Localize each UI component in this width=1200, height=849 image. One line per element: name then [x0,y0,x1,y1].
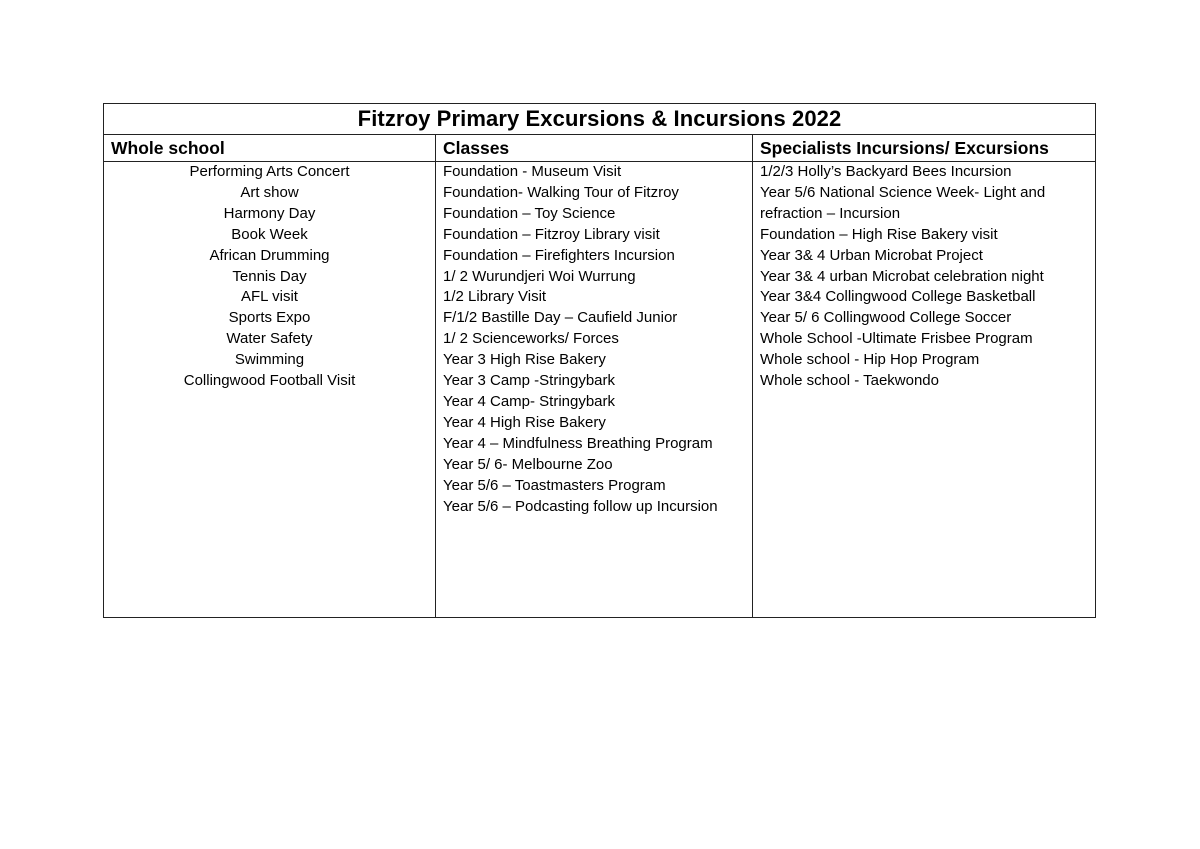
list-item: Art show [240,183,299,201]
list-item: Water Safety [226,330,313,348]
whole-school-list [104,162,435,392]
list-item: Foundation – Fitzroy Library visit [443,225,660,243]
list-item: Foundation – Firefighters Incursion [443,246,675,264]
list-item: Collingwood Football Visit [183,372,356,390]
list-item: AFL visit [241,288,298,306]
list-item: 1/2/3 Holly’s Backyard Bees Incursion [760,163,1012,180]
list-item: Year 5/6 – Toastmasters Program [443,476,666,494]
list-item: Swimming [234,351,305,369]
list-item: Book Week [231,225,308,243]
list-item: Year 3 Camp -Stringybark [443,372,616,390]
list-item: Whole school - Hip Hop Program [760,351,980,369]
list-item: Year 4 Camp- Stringybark [443,392,616,410]
list-item: Year 5/ 6 Collingwood College Soccer [760,309,1012,327]
body-row [104,162,1096,618]
list-item: Performing Arts Concert [189,163,350,180]
document-title: Fitzroy Primary Excursions & Incursions 2022 [104,104,1096,135]
specialists-cell [753,162,1096,618]
specialists-list [753,162,1095,392]
classes-list [436,162,752,517]
list-item: Year 5/6 – Podcasting follow up Incursion [443,497,718,515]
list-item: 1/ 2 Wurundjeri Woi Wurrung [443,267,636,285]
whole-school-cell [104,162,436,618]
list-item: F/1/2 Bastille Day – Caufield Junior [443,309,678,327]
list-item: Whole School -Ultimate Frisbee Program [760,330,1033,348]
list-item: Sports Expo [228,309,311,327]
list-item: Foundation – High Rise Bakery visit [760,225,998,243]
list-item: Year 5/ 6- Melbourne Zoo [443,455,613,473]
list-item: Tennis Day [232,267,307,285]
list-item: Year 3& 4 Urban Microbat Project [760,246,983,264]
list-item: 1/2 Library Visit [443,288,547,306]
header-row [104,135,1096,162]
list-item: Year 3 High Rise Bakery [443,351,606,369]
list-item: Year 5/6 National Science Week- Light and refraction – Incursion [760,183,1046,222]
column-header-whole-school: Whole school [104,135,436,162]
classes-cell [436,162,753,618]
list-item: Year 4 High Rise Bakery [443,413,606,431]
excursions-table [103,103,1096,618]
list-item: Year 3&4 Collingwood College Basketball [760,288,1036,306]
list-item: Whole school - Taekwondo [760,372,939,390]
column-header-classes: Classes [436,135,753,162]
list-item: Foundation - Museum Visit [443,163,622,180]
list-item: Foundation- Walking Tour of Fitzroy [443,183,679,201]
list-item: Year 4 – Mindfulness Breathing Program [443,434,713,452]
title-row [104,104,1096,135]
list-item: African Drumming [209,246,330,264]
column-header-specialists: Specialists Incursions/ Excursions [753,135,1096,162]
list-item: Harmony Day [223,204,316,222]
list-item: 1/ 2 Scienceworks/ Forces [443,330,619,348]
list-item: Year 3& 4 urban Microbat celebration night [760,267,1044,285]
list-item: Foundation – Toy Science [443,204,616,222]
